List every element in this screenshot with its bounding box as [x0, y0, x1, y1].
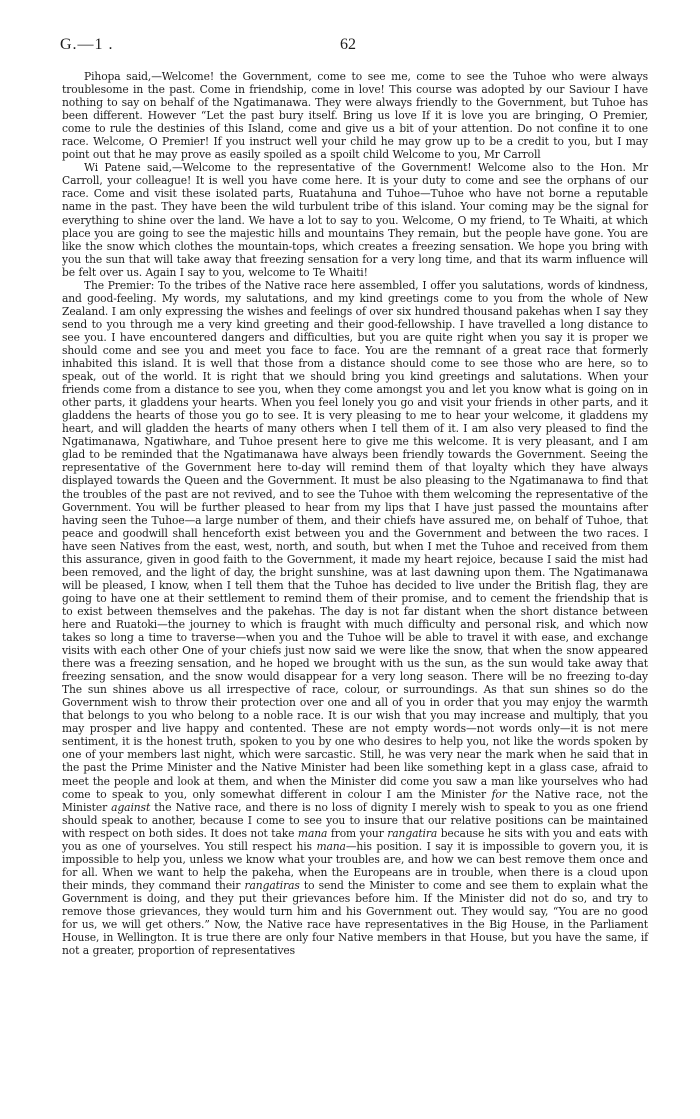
- document-body: [62, 70, 648, 957]
- page-header: [62, 36, 648, 66]
- paragraph-pihopa: Pihopa said,—Welcome! the Government, come to see me, come to see the Tuhoe who were always troublesome in the past. Come in friendship, come in love! This course was adopted by our Saviour I have nothing to say on behalf of the Ngatimanawa. They were always friendly to the Government, but Tuhoe has been different. However “Let the past bury itself. Bring us love If it is love you are bringing, O Premier, come to rule the destinies of this Island, come and give us a bit of your attention. Do not confine it to one race. Welcome, O Premier! If you instruct well your child he may grow up to be a credit to you, but I may point out that he may prove as easily spoiled as a spoilt child Welcome to you, Mr Carroll: [62, 70, 648, 162]
- italic-word: against: [111, 800, 151, 814]
- italic-word: mana: [316, 839, 346, 853]
- italic-word: rangatira: [387, 826, 438, 840]
- italic-word: for: [491, 787, 507, 801]
- paragraph-premier: The Premier: To the tribes of the Native race here assembled, I offer you salutations, words of kindness, and good-feeling. My words, my salutations, and my kind greetings come to you from the whole of New Zealand. I am only expressing the wishes and feelings of over six hundred thousand pakehas when I say they send to you through me a very kind greeting and their good-fellowship. I have travelled a long distance to see you. I have encountered dangers and difficulties, but you are quite right when you say it is proper we should come and see you and meet you face to face. You are the remnant of a great race that formerly inhabited this island. It is well that those from a distance should come to see those who are here, so to speak, out of the world. It is right that we should bring you kind greetings and salutations. When your friends come from a distance to see you, when they come amongst you and let you know what is going on in other parts, it gladdens your hearts. When you feel lonely you go and visit your friends in other parts, and it gladdens the hearts of those you go to see. It is very pleasing to me to hear your welcome, it gladdens my heart, and will gladden the hearts of many others when I tell them of it. I am also very pleased to find the Ngatimanawa, Ngatiwhare, and Tuhoe present here to give me this welcome. It is very pleasant, and I am glad to be reminded that the Ngatimanawa have always been friendly towards the Government. Seeing the representative of the Government here to-day will remind them of that loyalty which they have always displayed towards the Queen and the Government. It must be also pleasing to the Ngatimanawa to find that the troubles of the past are not revived, and to see the Tuhoe with them welcoming the representative of the Government. You will be further pleased to hear from my lips that I have just passed the mountains after having seen the Tuhoe—a large number of them, and their chiefs have assured me, on behalf of Tuhoe, that peace and goodwill shall henceforth exist between you and the Government and between the two races. I have seen Natives from the east, west, north, and south, but when I met the Tuhoe and received from them this assurance, given in good faith to the Government, it made my heart rejoice, because I said the mist had been removed, and the light of day, the bright sunshine, was at last dawning upon them. The Ngatimanawa will be pleased, I know, when I tell them that the Tuhoe has decided to live under the British flag, they are going to have one at their settlement to remind them of their promise, and to cement the friendship that is to exist between themselves and the pakehas. The day is not far distant when the short distance between here and Ruatoki—the journey to which is fraught with much difficulty and personal risk, and which now takes so long a time to traverse—when you and the Tuhoe will be able to travel it with ease, and exchange visits with each other One of your chiefs just now said we were like the snow, that when the snow appeared there was a freezing sensation, and he hoped we brought with us the sun, as the sun would take away that freezing sensation, and the snow would disappear for a very long season. There will be no freezing to-day The sun shines above us all irrespective of race, colour, or surroundings. As that sun shines so do the Government wish to throw their protection over one and all of you in order that you may enjoy the warmth that belongs to you who belong to a noble race. It is our wish that you may increase and multiply, that you may prosper and live happy and contented. These are not empty words—not words only—it is not mere sentiment, it is the honest truth, spoken to you by one who desires to help you, not like the words spoken by one of your members last night, which were sarcastic. Still, he was very near the mark when he said that in the past the Prime Minister and the Native Minister had been like something kept in a glass case, afraid to meet the people and look at them, and when the Minister did come you saw a man like yourselves who had come to speak to you, only somewhat different in colour I am the Minister for the Native race, not the Minister against the Native race, and there is no loss of dignity I merely wish to speak to you as one friend should speak to another, because I come to see you to insure that our relative positions can be maintained with respect on both sides. It does not take mana from your rangatira because he sits with you and eats with you as one of yourselves. You still respect his mana—his position. I say it is impossible to govern you, it is impossible to help you, unless we know what your troubles are, and how we can best remove them once and for all. When we want to help the pakeha, when the Europeans are in trouble, when there is a cloud upon their minds, they command their rangatiras to send the Minister to come and see them to explain what the Government is doing, and they put their grievances before him. If the Minister did not do so, and try to remove those grievances, they would turn him and his Government out. They would say, “You are no good for us, we will get others.” Now, the Native race have representatives in the Big House, in the Parliament House, in Wellington. It is true there are only four Native members in that House, but you have the same, if not a greater, proportion of representatives: [62, 278, 649, 958]
- page-number: 62: [340, 36, 356, 53]
- document-reference: G.—1 .: [60, 36, 114, 53]
- paragraph-wi-patene: Wi Patene said,—Welcome to the representative of the Government! Welcome also to the Hon. Mr Carroll, your colleague! It is well you have come here. It is your duty to come and see the orphans of our race. Come and visit these isolated parts, Ruatahuna and Tuhoe—Tuhoe who have not borne a reputable name in the past. They have been the wild turbulent tribe of this island. Your coming may be the signal for everything to shine over the land. We have a lot to say to you. Welcome, O my friend, to Te Whaiti, at which place you are going to see the majestic hills and mountains They remain, but the people have gone. You are like the snow which clothes the mountain-tops, which creates a freezing sensation. We hope you bring with you the sun that will take away that freezing sensation for a very long time, and that its warm influence will be felt over us. Again I say to you, welcome to Te Whaiti!: [62, 161, 648, 279]
- italic-word: rangatiras: [244, 878, 300, 892]
- italic-word: mana: [297, 826, 328, 840]
